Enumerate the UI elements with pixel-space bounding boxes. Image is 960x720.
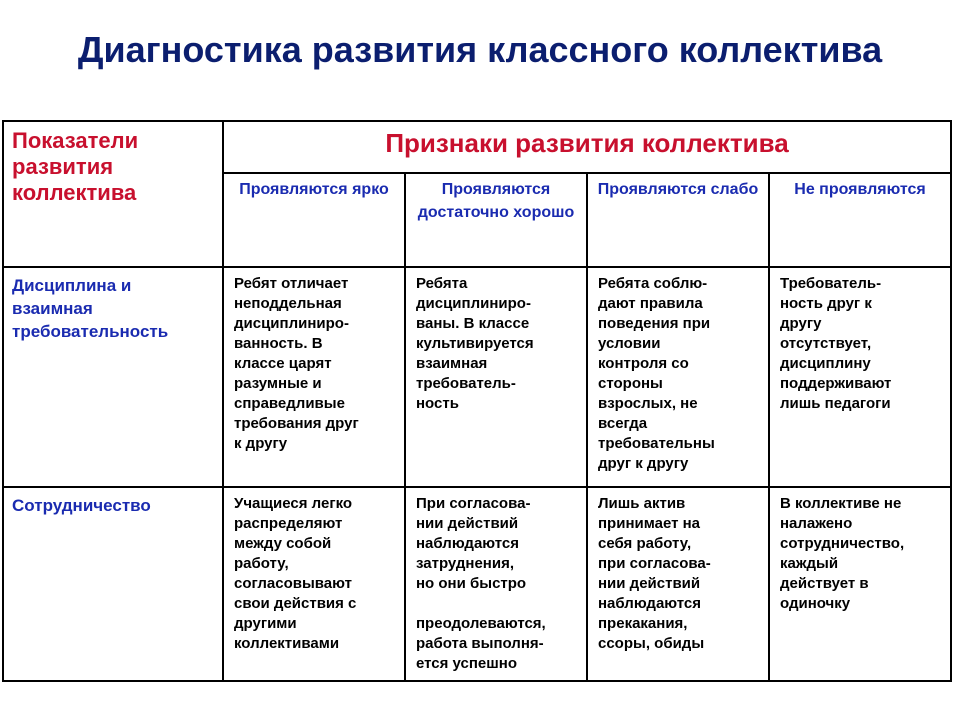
subheader-weak: Проявляются слабо: [587, 173, 769, 267]
table-cell: Ребят отличает неподдельная дисциплиниро- ванность. В классе царят разумные и справедливые требования друг к другу: [223, 267, 405, 487]
indicator-header: Показатели развития коллектива: [3, 121, 223, 267]
page-title: Диагностика развития классного коллектива: [77, 29, 883, 70]
table-cell: Лишь актив принимает на себя работу, при согласова- нии действий наблюдаются прекакания, ссоры, обиды: [587, 487, 769, 681]
table-cell: При согласова- нии действий наблюдаются затруднения, но они быстро преодолеваются, работа выполня- ется успешно: [405, 487, 587, 681]
subheader-good: Проявляются достаточно хорошо: [405, 173, 587, 267]
row-label-cooperation: Сотрудничество: [3, 487, 223, 681]
table-cell: Ребята соблю- дают правила поведения при условии контроля со стороны взрослых, не всегда требовательны друг к другу: [587, 267, 769, 487]
table-row: [3, 487, 951, 681]
subheader-bright: Проявляются ярко: [223, 173, 405, 267]
table-cell: Требователь- ность друг к другу отсутствует, дисциплину поддерживают лишь педагоги: [769, 267, 951, 487]
table-row: [3, 267, 951, 487]
table-cell: Учащиеся легко распределяют между собой работу, согласовывают свои действия с другими коллективами: [223, 487, 405, 681]
table-cell: В коллективе не налажено сотрудничество, каждый действует в одиночку: [769, 487, 951, 681]
subheader-none: Не проявляются: [769, 173, 951, 267]
table-cell: Ребята дисциплиниро- ваны. В классе культивируется взаимная требователь- ность: [405, 267, 587, 487]
signs-header: Признаки развития коллектива: [223, 121, 951, 173]
row-label-discipline: Дисциплина и взаимная требовательность: [3, 267, 223, 487]
development-table: [2, 120, 952, 682]
